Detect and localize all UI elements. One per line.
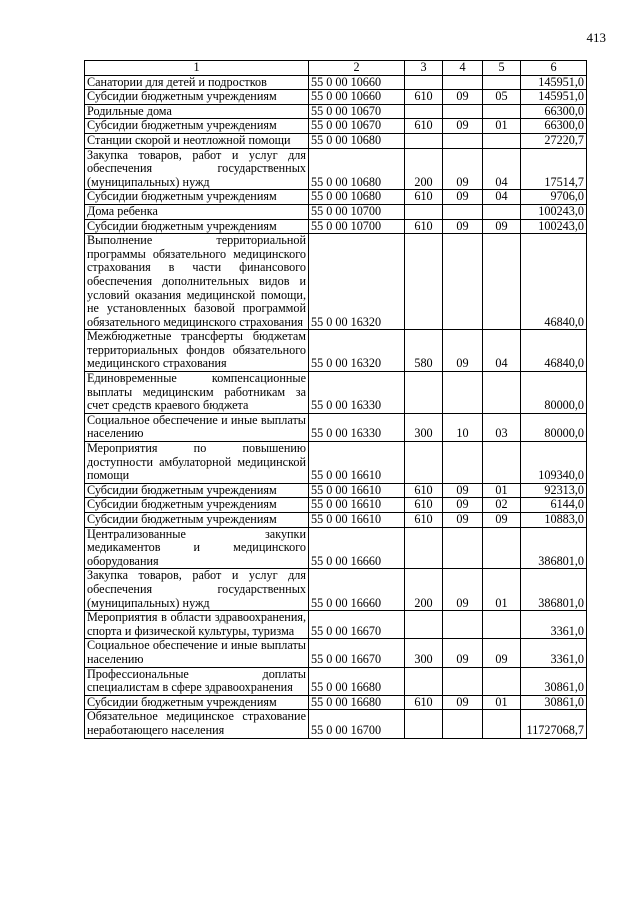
- cell-expense-type: 300: [405, 639, 443, 667]
- cell-expense-type: 610: [405, 483, 443, 498]
- cell-section: [443, 527, 483, 569]
- cell-name: Дома ребенка: [85, 204, 309, 219]
- cell-subsection: 01: [483, 119, 521, 134]
- cell-name: Санатории для детей и подростков: [85, 75, 309, 90]
- cell-name: Обязательное медицинское страхование неработающего населения: [85, 710, 309, 738]
- cell-section: [443, 75, 483, 90]
- cell-name: Субсидии бюджетным учреждениям: [85, 190, 309, 205]
- cell-subsection: [483, 710, 521, 738]
- table-row: [85, 513, 587, 528]
- cell-subsection: 09: [483, 513, 521, 528]
- cell-expense-type: [405, 372, 443, 414]
- table-row: [85, 611, 587, 639]
- table-row: [85, 569, 587, 611]
- cell-expense-type: [405, 710, 443, 738]
- table-row: [85, 527, 587, 569]
- cell-section: [443, 372, 483, 414]
- table-header-row: [85, 61, 587, 76]
- cell-subsection: 04: [483, 330, 521, 372]
- cell-amount: 386801,0: [521, 527, 587, 569]
- header-col-3: 3: [405, 61, 443, 76]
- cell-section: 09: [443, 639, 483, 667]
- cell-subsection: 09: [483, 639, 521, 667]
- cell-code: 55 0 00 10660: [309, 75, 405, 90]
- cell-name: Социальное обеспечение и иные выплаты населению: [85, 413, 309, 441]
- cell-name: Субсидии бюджетным учреждениям: [85, 90, 309, 105]
- cell-code: 55 0 00 16610: [309, 483, 405, 498]
- cell-subsection: [483, 611, 521, 639]
- cell-subsection: 09: [483, 219, 521, 234]
- table-row: [85, 695, 587, 710]
- cell-name: Мероприятия по повышению доступности амбулаторной медицинской помощи: [85, 442, 309, 484]
- cell-subsection: [483, 667, 521, 695]
- budget-table: [84, 60, 587, 739]
- cell-expense-type: 610: [405, 513, 443, 528]
- cell-amount: 66300,0: [521, 104, 587, 119]
- cell-name: Единовременные компенсационные выплаты медицинским работникам за счет средств краевого бюджета: [85, 372, 309, 414]
- cell-amount: 100243,0: [521, 204, 587, 219]
- table-row: [85, 90, 587, 105]
- cell-subsection: 02: [483, 498, 521, 513]
- cell-section: [443, 611, 483, 639]
- cell-amount: 30861,0: [521, 695, 587, 710]
- cell-code: 55 0 00 10680: [309, 133, 405, 148]
- table-row: [85, 133, 587, 148]
- cell-subsection: 05: [483, 90, 521, 105]
- table-row: [85, 75, 587, 90]
- cell-expense-type: [405, 667, 443, 695]
- cell-amount: 17514,7: [521, 148, 587, 190]
- table-row: [85, 190, 587, 205]
- cell-expense-type: 580: [405, 330, 443, 372]
- cell-amount: 27220,7: [521, 133, 587, 148]
- cell-section: 09: [443, 219, 483, 234]
- cell-code: 55 0 00 16680: [309, 667, 405, 695]
- cell-code: 55 0 00 10670: [309, 104, 405, 119]
- cell-name: Станции скорой и неотложной помощи: [85, 133, 309, 148]
- page-number: 413: [586, 30, 606, 45]
- table-row: [85, 498, 587, 513]
- cell-amount: 145951,0: [521, 75, 587, 90]
- cell-expense-type: [405, 527, 443, 569]
- cell-amount: 66300,0: [521, 119, 587, 134]
- cell-expense-type: [405, 611, 443, 639]
- cell-code: 55 0 00 16330: [309, 413, 405, 441]
- cell-name: Мероприятия в области здравоохранения, спорта и физической культуры, туризма: [85, 611, 309, 639]
- cell-code: 55 0 00 10670: [309, 119, 405, 134]
- table-row: [85, 710, 587, 738]
- cell-amount: 109340,0: [521, 442, 587, 484]
- cell-name: Профессиональные доплаты специалистам в сфере здравоохранения: [85, 667, 309, 695]
- cell-amount: 100243,0: [521, 219, 587, 234]
- cell-subsection: [483, 104, 521, 119]
- table-row: [85, 442, 587, 484]
- cell-name: Субсидии бюджетным учреждениям: [85, 483, 309, 498]
- cell-section: 09: [443, 483, 483, 498]
- cell-code: 55 0 00 10660: [309, 90, 405, 105]
- cell-amount: 3361,0: [521, 639, 587, 667]
- cell-subsection: [483, 204, 521, 219]
- cell-code: 55 0 00 16320: [309, 330, 405, 372]
- cell-expense-type: [405, 75, 443, 90]
- cell-expense-type: 610: [405, 219, 443, 234]
- cell-subsection: [483, 527, 521, 569]
- cell-section: 10: [443, 413, 483, 441]
- cell-expense-type: [405, 133, 443, 148]
- table-row: [85, 104, 587, 119]
- cell-code: 55 0 00 16660: [309, 527, 405, 569]
- cell-subsection: [483, 234, 521, 330]
- cell-amount: 46840,0: [521, 330, 587, 372]
- table-body: [85, 75, 587, 738]
- table-row: [85, 639, 587, 667]
- cell-code: 55 0 00 10680: [309, 190, 405, 205]
- cell-expense-type: [405, 204, 443, 219]
- cell-code: 55 0 00 10680: [309, 148, 405, 190]
- cell-name: Родильные дома: [85, 104, 309, 119]
- cell-code: 55 0 00 16330: [309, 372, 405, 414]
- cell-section: [443, 133, 483, 148]
- cell-section: [443, 234, 483, 330]
- cell-section: 09: [443, 119, 483, 134]
- cell-amount: 11727068,7: [521, 710, 587, 738]
- cell-section: 09: [443, 498, 483, 513]
- cell-amount: 9706,0: [521, 190, 587, 205]
- header-col-2: 2: [309, 61, 405, 76]
- cell-section: 09: [443, 148, 483, 190]
- cell-expense-type: [405, 104, 443, 119]
- cell-name: Межбюджетные трансферты бюджетам территориальных фондов обязательного медицинского страхования: [85, 330, 309, 372]
- cell-section: 09: [443, 569, 483, 611]
- table-row: [85, 372, 587, 414]
- cell-code: 55 0 00 16660: [309, 569, 405, 611]
- header-col-6: 6: [521, 61, 587, 76]
- cell-code: 55 0 00 10700: [309, 219, 405, 234]
- table-row: [85, 413, 587, 441]
- cell-name: Субсидии бюджетным учреждениям: [85, 498, 309, 513]
- cell-section: [443, 442, 483, 484]
- cell-code: 55 0 00 16610: [309, 442, 405, 484]
- cell-code: 55 0 00 16670: [309, 639, 405, 667]
- cell-name: Субсидии бюджетным учреждениям: [85, 219, 309, 234]
- cell-section: 09: [443, 513, 483, 528]
- cell-subsection: 04: [483, 148, 521, 190]
- cell-name: Субсидии бюджетным учреждениям: [85, 695, 309, 710]
- cell-expense-type: 610: [405, 119, 443, 134]
- cell-code: 55 0 00 16700: [309, 710, 405, 738]
- table-row: [85, 667, 587, 695]
- cell-subsection: [483, 133, 521, 148]
- cell-expense-type: 610: [405, 498, 443, 513]
- cell-expense-type: 200: [405, 148, 443, 190]
- table-row: [85, 219, 587, 234]
- cell-amount: 10883,0: [521, 513, 587, 528]
- cell-amount: 80000,0: [521, 372, 587, 414]
- cell-section: [443, 710, 483, 738]
- header-col-4: 4: [443, 61, 483, 76]
- cell-section: 09: [443, 695, 483, 710]
- cell-expense-type: 610: [405, 190, 443, 205]
- cell-subsection: [483, 442, 521, 484]
- cell-amount: 46840,0: [521, 234, 587, 330]
- table-row: [85, 204, 587, 219]
- header-col-5: 5: [483, 61, 521, 76]
- cell-expense-type: 610: [405, 695, 443, 710]
- cell-name: Субсидии бюджетным учреждениям: [85, 119, 309, 134]
- cell-expense-type: [405, 442, 443, 484]
- cell-amount: 145951,0: [521, 90, 587, 105]
- cell-subsection: 03: [483, 413, 521, 441]
- table-row: [85, 234, 587, 330]
- cell-subsection: 01: [483, 569, 521, 611]
- cell-amount: 386801,0: [521, 569, 587, 611]
- cell-subsection: 01: [483, 483, 521, 498]
- cell-section: [443, 204, 483, 219]
- header-col-1: 1: [85, 61, 309, 76]
- cell-code: 55 0 00 16320: [309, 234, 405, 330]
- cell-subsection: 01: [483, 695, 521, 710]
- cell-section: 09: [443, 90, 483, 105]
- cell-amount: 6144,0: [521, 498, 587, 513]
- table-row: [85, 148, 587, 190]
- cell-section: [443, 104, 483, 119]
- cell-name: Закупка товаров, работ и услуг для обеспечения государственных (муниципальных) нужд: [85, 148, 309, 190]
- cell-code: 55 0 00 10700: [309, 204, 405, 219]
- cell-code: 55 0 00 16670: [309, 611, 405, 639]
- cell-section: [443, 667, 483, 695]
- table-row: [85, 483, 587, 498]
- cell-section: 09: [443, 190, 483, 205]
- cell-expense-type: 610: [405, 90, 443, 105]
- cell-name: Выполнение территориальной программы обязательного медицинского страхования в части финансового обеспечения дополнительных видов и условий оказания медицинской помощи, не установленных базовой программой обязательного медицинского страхования: [85, 234, 309, 330]
- cell-name: Социальное обеспечение и иные выплаты населению: [85, 639, 309, 667]
- cell-subsection: [483, 372, 521, 414]
- cell-code: 55 0 00 16610: [309, 513, 405, 528]
- cell-name: Субсидии бюджетным учреждениям: [85, 513, 309, 528]
- cell-subsection: 04: [483, 190, 521, 205]
- table-row: [85, 119, 587, 134]
- cell-code: 55 0 00 16680: [309, 695, 405, 710]
- cell-subsection: [483, 75, 521, 90]
- cell-name: Централизованные закупки медикаментов и медицинского оборудования: [85, 527, 309, 569]
- cell-expense-type: 300: [405, 413, 443, 441]
- cell-code: 55 0 00 16610: [309, 498, 405, 513]
- cell-amount: 30861,0: [521, 667, 587, 695]
- cell-expense-type: [405, 234, 443, 330]
- cell-expense-type: 200: [405, 569, 443, 611]
- table-row: [85, 330, 587, 372]
- cell-amount: 92313,0: [521, 483, 587, 498]
- cell-amount: 3361,0: [521, 611, 587, 639]
- cell-section: 09: [443, 330, 483, 372]
- cell-name: Закупка товаров, работ и услуг для обеспечения государственных (муниципальных) нужд: [85, 569, 309, 611]
- cell-amount: 80000,0: [521, 413, 587, 441]
